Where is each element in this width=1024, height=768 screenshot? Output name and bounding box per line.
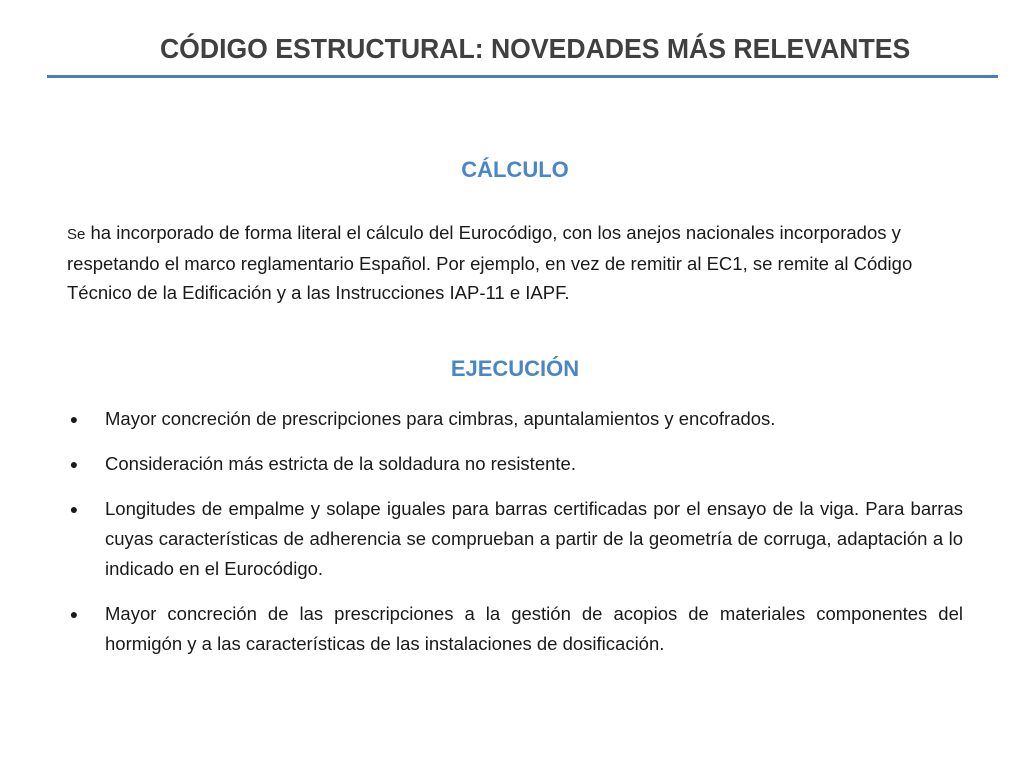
bullet-icon: ●	[69, 501, 79, 517]
calculo-paragraph-lead: Se	[67, 226, 86, 243]
calculo-paragraph	[67, 218, 967, 307]
bullet-item	[67, 404, 963, 434]
section-heading-ejecucion: EJECUCIÓN	[450, 356, 580, 381]
bullet-icon: ●	[69, 606, 79, 622]
bullet-item	[67, 599, 963, 659]
bullet-text: Mayor concreción de las prescripciones a la gestión de acopios de materiales componentes del hormigón y a las características de las instalaciones de dosificación.	[105, 603, 963, 654]
title-underline	[47, 75, 998, 78]
slide-title: CÓDIGO ESTRUCTURAL: NOVEDADES MÁS RELEVANTES	[159, 33, 911, 64]
calculo-paragraph-text: ha incorporado de forma literal el cálculo del Eurocódigo, con los anejos nacionales incorporados y respetando el marco reglamentario Español. Por ejemplo, en vez de remitir al EC1, se remite al Código Técnico de la Edificación y a las Instrucciones IAP-11 e IAPF.	[67, 222, 913, 303]
bullet-icon: ●	[69, 456, 79, 472]
bullet-item	[67, 449, 963, 479]
bullet-text: Longitudes de empalme y solape iguales para barras certificadas por el ensayo de la viga. Para barras cuyas características de adherencia se comprueban a partir de la geometría de corruga, adaptación a lo indicado en el Eurocódigo.	[105, 498, 963, 579]
bullet-icon: ●	[69, 411, 79, 427]
bullet-text: Consideración más estricta de la soldadura no resistente.	[105, 453, 576, 474]
bullet-text: Mayor concreción de prescripciones para cimbras, apuntalamientos y encofrados.	[105, 408, 776, 429]
bullet-item	[67, 494, 963, 584]
section-heading-calculo: CÁLCULO	[461, 157, 569, 182]
ejecucion-bullet-list	[67, 404, 963, 674]
